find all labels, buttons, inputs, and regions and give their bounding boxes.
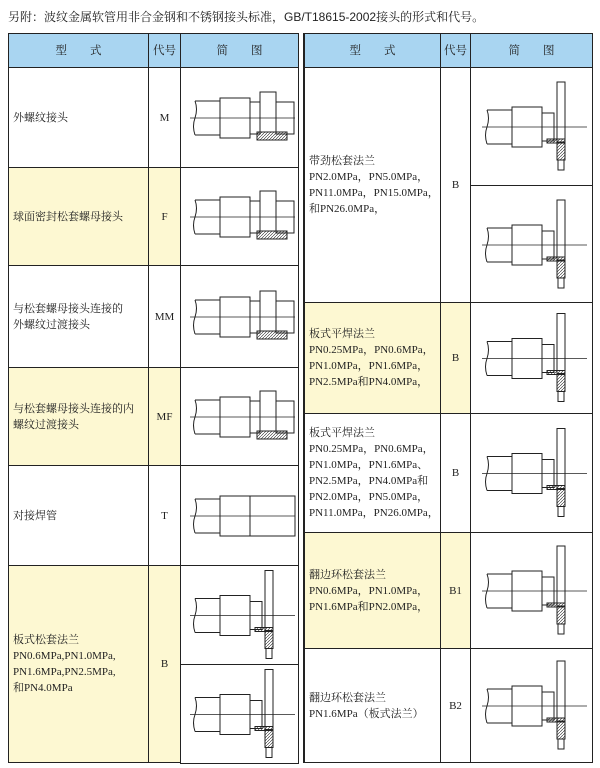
right-code-cell-text: B — [451, 179, 460, 191]
left-header-type — [8, 33, 149, 68]
left-code-cell-text: MM — [154, 310, 175, 323]
loose-plate-flange-2-drawing — [183, 667, 297, 762]
right-type-cell — [304, 67, 441, 303]
right-header-code — [440, 33, 471, 68]
male-thread-fitting-drawing — [183, 70, 297, 166]
right-diagram-cell — [470, 413, 593, 533]
left-type-cell — [8, 565, 149, 763]
left-type-cell-text: 对接焊管 — [13, 509, 57, 522]
left-header-diagram — [180, 33, 299, 68]
left-diagram-cell — [180, 664, 299, 764]
left-diagram-cell — [180, 265, 299, 368]
right-type-cell-text: 带劲松套法兰 PN2.0MPa，PN5.0MPa， PN11.0MPa，PN15.0MPa， 和PN26.0MPa， — [309, 155, 439, 215]
left-header-code-text: 代号 — [153, 44, 176, 57]
right-type-cell — [304, 302, 441, 414]
right-header-type-text: 型 式 — [349, 44, 396, 57]
left-code-cell — [148, 465, 181, 566]
left-code-cell-text: F — [161, 210, 168, 223]
right-header-diagram-text: 简 图 — [508, 44, 555, 57]
left-type-cell-text: 板式松套法兰 PN0.6MPa,PN1.0MPa, PN1.6MPa,PN2.5MPa, 和PN4.0MPa — [13, 634, 116, 694]
left-code-cell — [148, 367, 181, 466]
left-type-cell — [8, 167, 149, 266]
left-type-cell-text: 与松套螺母接头连接的 外螺纹过渡接头 — [13, 302, 123, 331]
left-code-cell — [148, 565, 181, 763]
left-type-cell-text: 与松套螺母接头连接的内 螺纹过渡接头 — [13, 402, 134, 431]
right-code-cell-text: B — [451, 352, 460, 364]
neck-loose-flange-2-drawing — [473, 188, 591, 302]
left-code-cell-text: B — [160, 658, 169, 670]
right-header-diagram — [470, 33, 593, 68]
caption: 另附：波纹金属软管用非合金钢和不锈钢接头标准，GB/T18615-2002接头的形式和代号。 — [8, 10, 485, 24]
lap-ring-flange-drawing — [473, 535, 591, 647]
right-code-cell — [440, 532, 471, 649]
table-divider — [298, 33, 304, 763]
right-code-cell — [440, 413, 471, 533]
left-code-cell-text: MF — [156, 410, 173, 423]
left-code-cell-text: M — [159, 111, 170, 124]
right-code-cell-text: B2 — [449, 699, 462, 712]
left-type-cell — [8, 265, 149, 368]
neck-loose-flange-drawing — [473, 70, 591, 184]
right-diagram-cell — [470, 648, 593, 763]
butt-weld-pipe-drawing — [183, 468, 297, 564]
right-type-cell-text: 翻边环松套法兰 PN0.6MPa，PN1.0MPa， PN1.6MPa和PN2.0MPa， — [309, 568, 429, 613]
neck-weld-flange-drawing — [473, 416, 591, 531]
left-type-cell — [8, 465, 149, 566]
plate-weld-flange-drawing — [473, 305, 591, 412]
left-type-cell — [8, 367, 149, 466]
left-code-cell — [148, 67, 181, 168]
left-type-cell-text: 球面密封松套螺母接头 — [13, 210, 123, 223]
right-code-cell — [440, 67, 471, 303]
loose-plate-flange-drawing — [183, 568, 297, 663]
right-header-code-text: 代号 — [444, 44, 467, 57]
male-adapter-drawing — [183, 268, 297, 366]
left-diagram-cell — [180, 565, 299, 665]
right-type-cell — [304, 648, 441, 763]
right-diagram-cell — [470, 532, 593, 649]
left-diagram-cell — [180, 367, 299, 466]
right-type-cell-text: 翻边环松套法兰 PN1.6MPa（板式法兰） — [309, 691, 424, 720]
right-header-type — [304, 33, 441, 68]
left-header-code — [148, 33, 181, 68]
swivel-nut-fitting-drawing — [183, 170, 297, 264]
right-type-cell-text: 板式平焊法兰 PN0.25MPa，PN0.6MPa， PN1.0MPa，PN1.6MPa， PN2.5MPa和PN4.0MPa， — [309, 328, 434, 388]
right-type-cell-text: 板式平焊法兰 PN0.25MPa，PN0.6MPa， PN1.0MPa，PN1.6MPa、 PN2.5MPa，PN4.0MPa和 PN2.0MPa，PN5.0MPa， PN11.0MPa，PN26.0MPa， — [309, 427, 439, 519]
left-header-type-text: 型 式 — [55, 44, 102, 57]
left-diagram-cell — [180, 167, 299, 266]
left-header-diagram-text: 简 图 — [216, 44, 263, 57]
right-code-cell-text: B1 — [449, 584, 462, 597]
female-adapter-drawing — [183, 370, 297, 464]
right-diagram-cell — [470, 185, 593, 304]
right-code-cell — [440, 302, 471, 414]
left-type-cell — [8, 67, 149, 168]
right-code-cell-text: B — [451, 467, 460, 479]
right-code-cell — [440, 648, 471, 763]
right-type-cell — [304, 413, 441, 533]
right-diagram-cell — [470, 67, 593, 186]
right-type-cell — [304, 532, 441, 649]
left-code-cell — [148, 265, 181, 368]
right-diagram-cell — [470, 302, 593, 414]
left-code-cell-text: T — [161, 509, 168, 522]
left-diagram-cell — [180, 67, 299, 168]
left-code-cell — [148, 167, 181, 266]
left-type-cell-text: 外螺纹接头 — [13, 111, 68, 124]
lap-ring-plate-flange-drawing — [473, 651, 591, 761]
left-diagram-cell — [180, 465, 299, 566]
